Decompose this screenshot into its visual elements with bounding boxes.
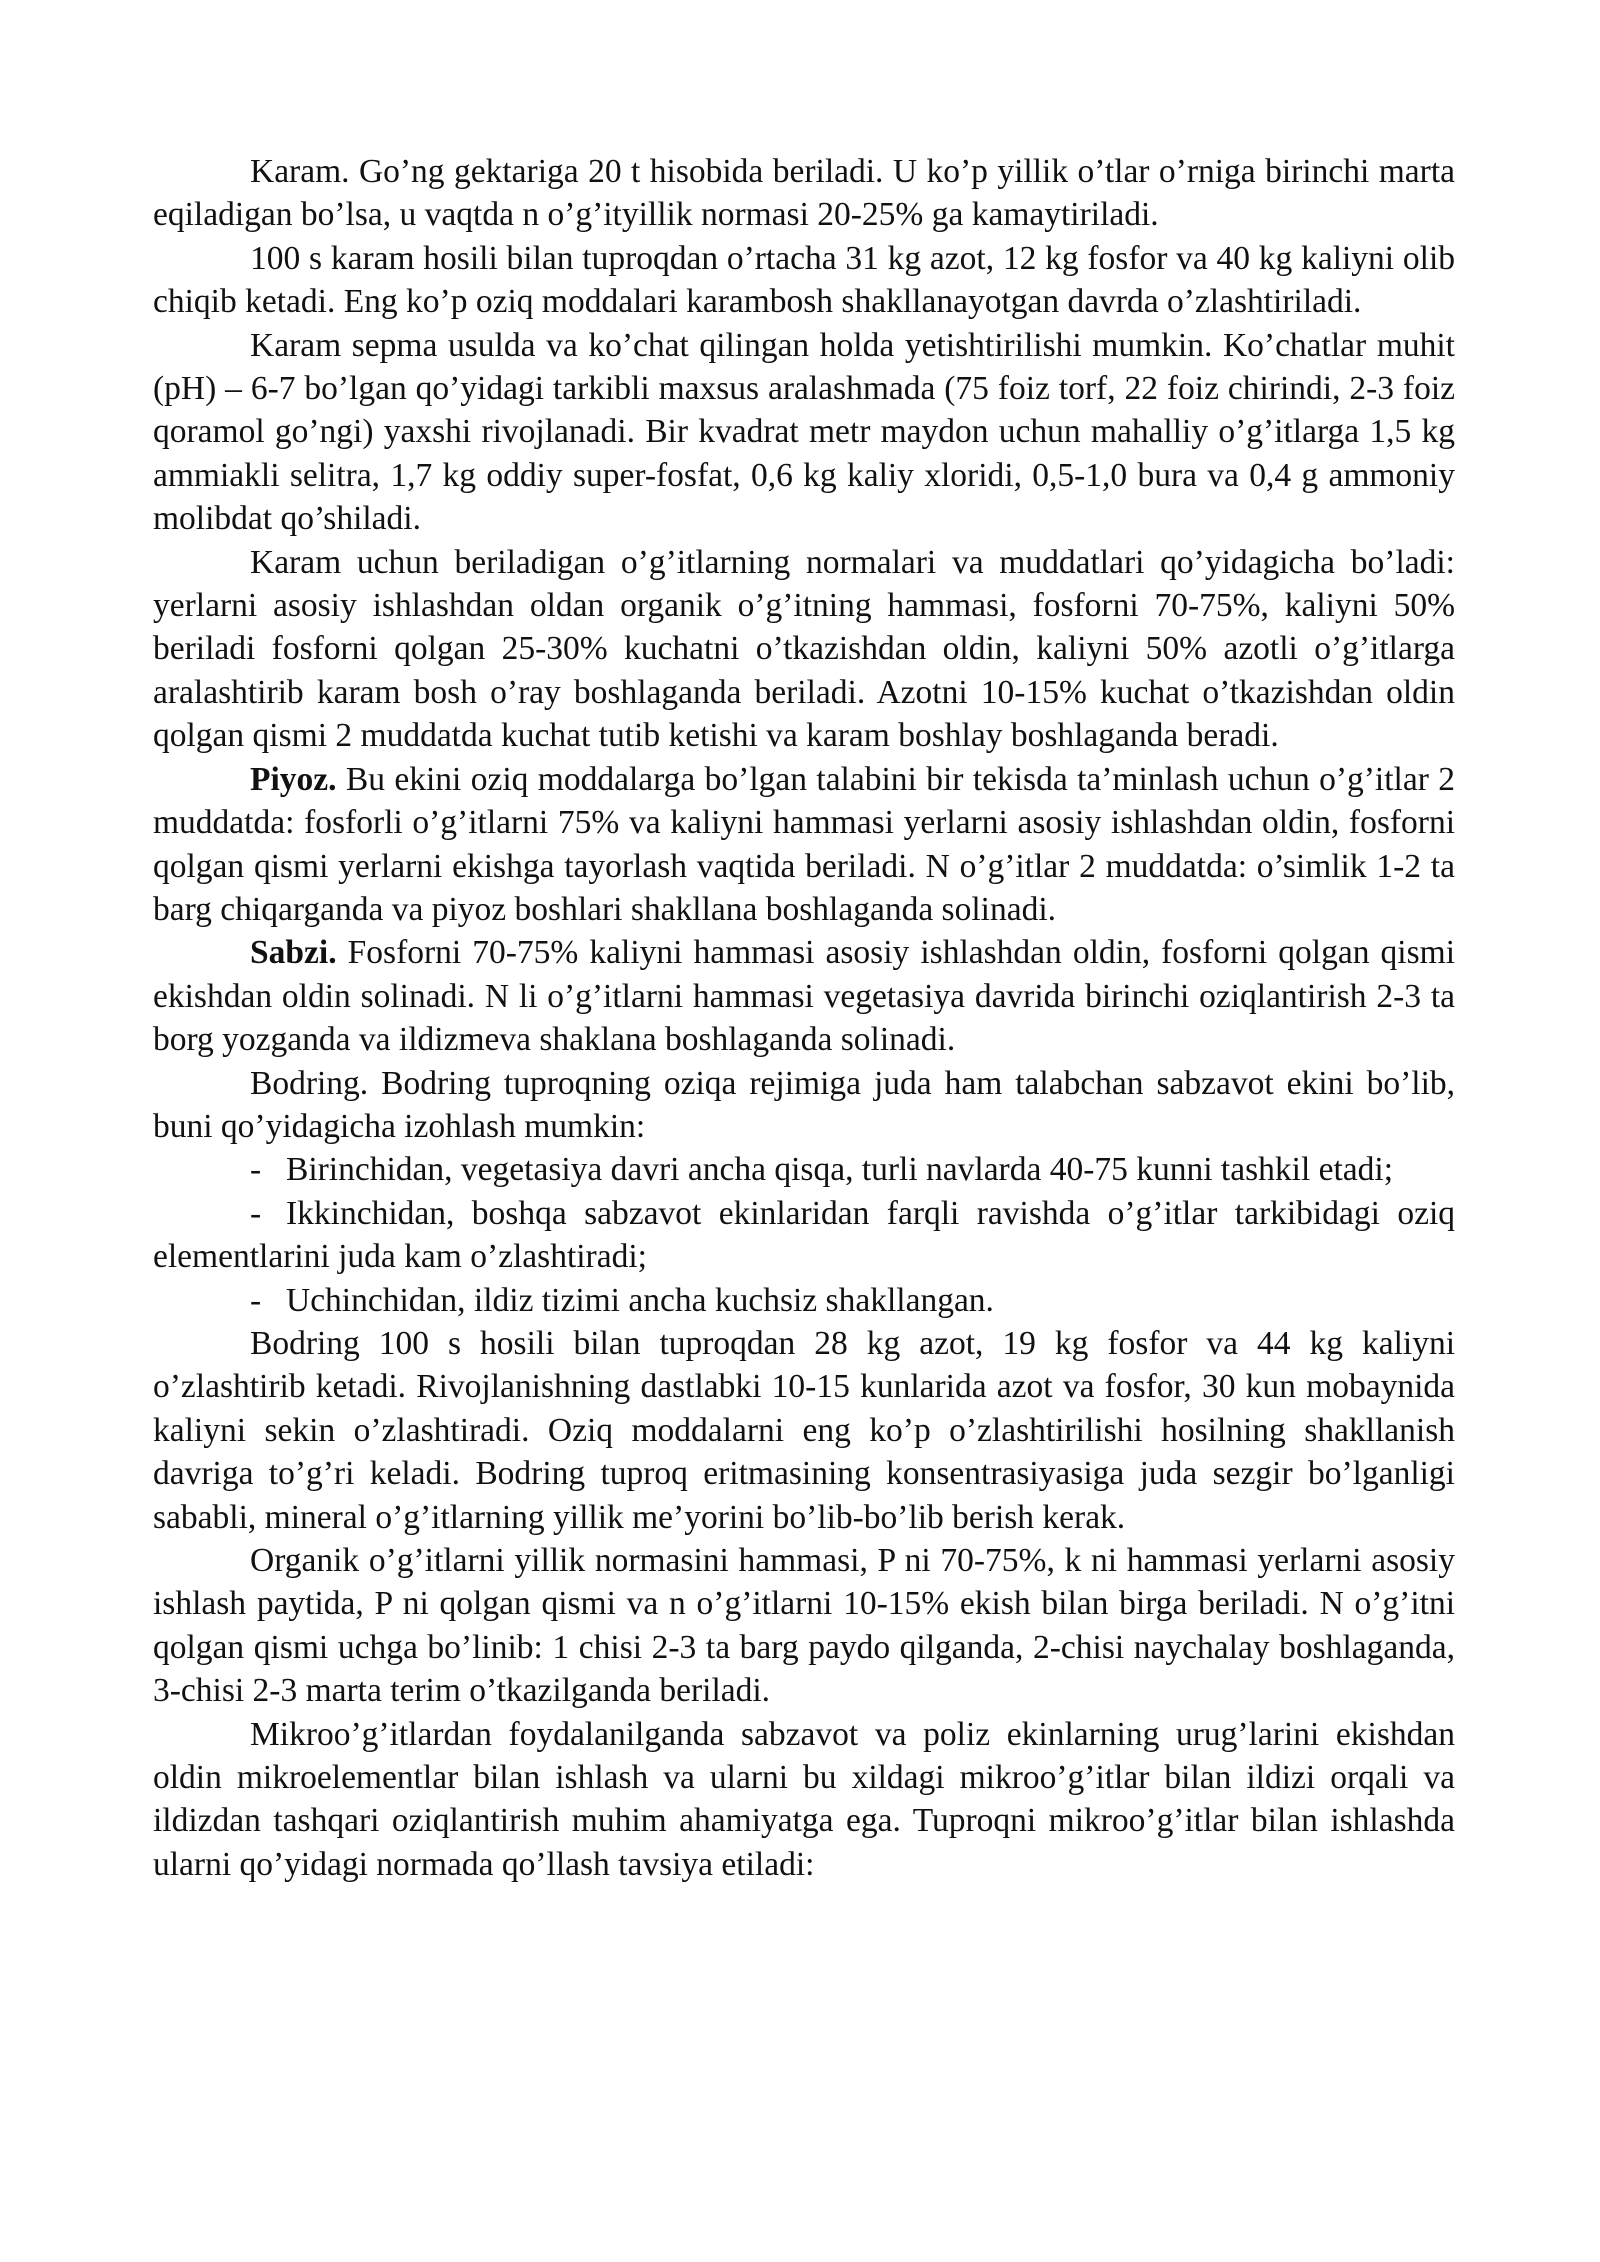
list-item: - Birinchidan, vegetasiya davri ancha qisqa, turli navlarda 40-75 kunni tashkil etadi; (153, 1148, 1455, 1191)
list-item: - Ikkinchidan, boshqa sabzavot ekinlaridan farqli ravishda o’g’itlar tarkibidagi oziq elementlarini juda kam o’zlashtiradi; (153, 1192, 1455, 1279)
heading-sabzi: Sabzi. (250, 934, 337, 972)
document-body (153, 150, 1455, 1886)
paragraph-bodring-intro: Bodring. Bodring tuproqning oziqa rejimiga juda ham talabchan sabzavot ekini bo’lib, buni qo’yidagicha izohlash mumkin: (153, 1064, 1455, 1145)
paragraph-karam-norms: Karam uchun beriladigan o’g’itlarning normalari va muddatlari qo’yidagicha bo’ladi: yerlarni asosiy ishlashdan oldan organik o’g’itning hammasi, fosforni 70-75%, kaliyni 50% beriladi fosforni qolgan 25-30% kuchatni o’tkazishdan oldin, kaliyni 50% azotli o’g’itlarga aralashtirib karam bosh o’ray boshlaganda beriladi. Azotni 10-15% kuchat o’tkazishdan oldin qolgan qismi 2 muddatda kuchat tutib ketishi va karam boshlay boshlaganda beradi. (153, 543, 1455, 755)
heading-piyoz: Piyoz. (250, 760, 337, 798)
paragraph-sabzi: Sabzi. Fosforni 70-75% kaliyni hammasi asosiy ishlashdan oldin, fosforni qolgan qismi ekishdan oldin solinadi. N li o’g’itlarni hammasi vegetasiya davrida birinchi oziqlantirish 2-3 ta borg yozganda va ildizmeva shaklana boshlaganda solinadi. (153, 934, 1455, 1059)
list-item: - Uchinchidan, ildiz tizimi ancha kuchsiz shakllangan. (153, 1279, 1455, 1322)
list-marker: - (250, 1194, 262, 1232)
paragraph-karam-intro: Karam. Go’ng gektariga 20 t hisobida beriladi. U ko’p yillik o’tlar o’rniga birinchi marta eqiladigan bo’lsa, u vaqtda n o’g’ityillik normasi 20-25% ga kamaytiriladi. (153, 153, 1455, 234)
list-marker: - (250, 1281, 262, 1319)
paragraph-microfertilizers: Mikroo’g’itlardan foydalanilganda sabzavot va poliz ekinlarning urug’larini ekishdan oldin mikroelementlar bilan ishlash va ularni bu xildagi mikroo’g’itlar bilan ildizi orqali va ildizdan tashqari oziqlantirish muhim ahamiyatga ega. Tuproqni mikroo’g’itlar bilan ishlashda ularni qo’yidagi normada qo’llash tavsiya etiladi: (153, 1715, 1455, 1883)
paragraph-bodring-norms: Organik o’g’itlarni yillik normasini hammasi, P ni 70-75%, k ni hammasi yerlarni asosiy ishlash paytida, P ni qolgan qismi va n o’g’itlarni 10-15% ekish bilan birga beriladi. N o’g’itni qolgan qismi uchga bo’linib: 1 chisi 2-3 ta barg paydo qilganda, 2-chisi naychalay boshlaganda, 3-chisi 2-3 marta terim o’tkazilganda beriladi. (153, 1542, 1455, 1710)
list-marker: - (250, 1151, 262, 1189)
paragraph-karam-seedlings: Karam sepma usulda va ko’chat qilingan holda yetishtirilishi mumkin. Ko’chatlar muhit (pH) – 6-7 bo’lgan qo’yidagi tarkibli maxsus aralashmada (75 foiz torf, 22 foiz chirindi, 2-3 foiz qoramol go’ngi) yaxshi rivojlanadi. Bir kvadrat metr maydon uchun mahalliy o’g’itlarga 1,5 kg ammiakli selitra, 1,7 kg oddiy super-fosfat, 0,6 kg kaliy xloridi, 0,5-1,0 bura va 0,4 g ammoniy molibdat qo’shiladi. (153, 326, 1455, 538)
paragraph-bodring-nutrients: Bodring 100 s hosili bilan tuproqdan 28 kg azot, 19 kg fosfor va 44 kg kaliyni o’zlashtirib ketadi. Rivojlanishning dastlabki 10-15 kunlarida azot va fosfor, 30 kun mobaynida kaliyni sekin o’zlashtiradi. Oziq moddalarni eng ko’p o’zlashtirilishi hosilning shakllanish davriga to’g’ri keladi. Bodring tuproq eritmasining konsentrasiyasiga juda sezgir bo’lganligi sababli, mineral o’g’itlarning yillik me’yorini bo’lib-bo’lib berish kerak. (153, 1324, 1455, 1536)
paragraph-karam-nutrients: 100 s karam hosili bilan tuproqdan o’rtacha 31 kg azot, 12 kg fosfor va 40 kg kaliyni olib chiqib ketadi. Eng ko’p oziq moddalari karambosh shakllanayotgan davrda o’zlashtiriladi. (153, 239, 1455, 321)
paragraph-piyoz: Piyoz. Bu ekini oziq moddalarga bo’lgan talabini bir tekisda ta’minlash uchun o’g’itlar 2 muddatda: fosforli o’g’itlarni 75% va kaliyni hammasi yerlarni asosiy ishlashdan oldin, fosforni qolgan qismi yerlarni ekishga tayorlash vaqtida beriladi. N o’g’itlar 2 muddatda: o’simlik 1-2 ta barg chiqarganda va piyoz boshlari shakllana boshlaganda solinadi. (153, 760, 1455, 928)
